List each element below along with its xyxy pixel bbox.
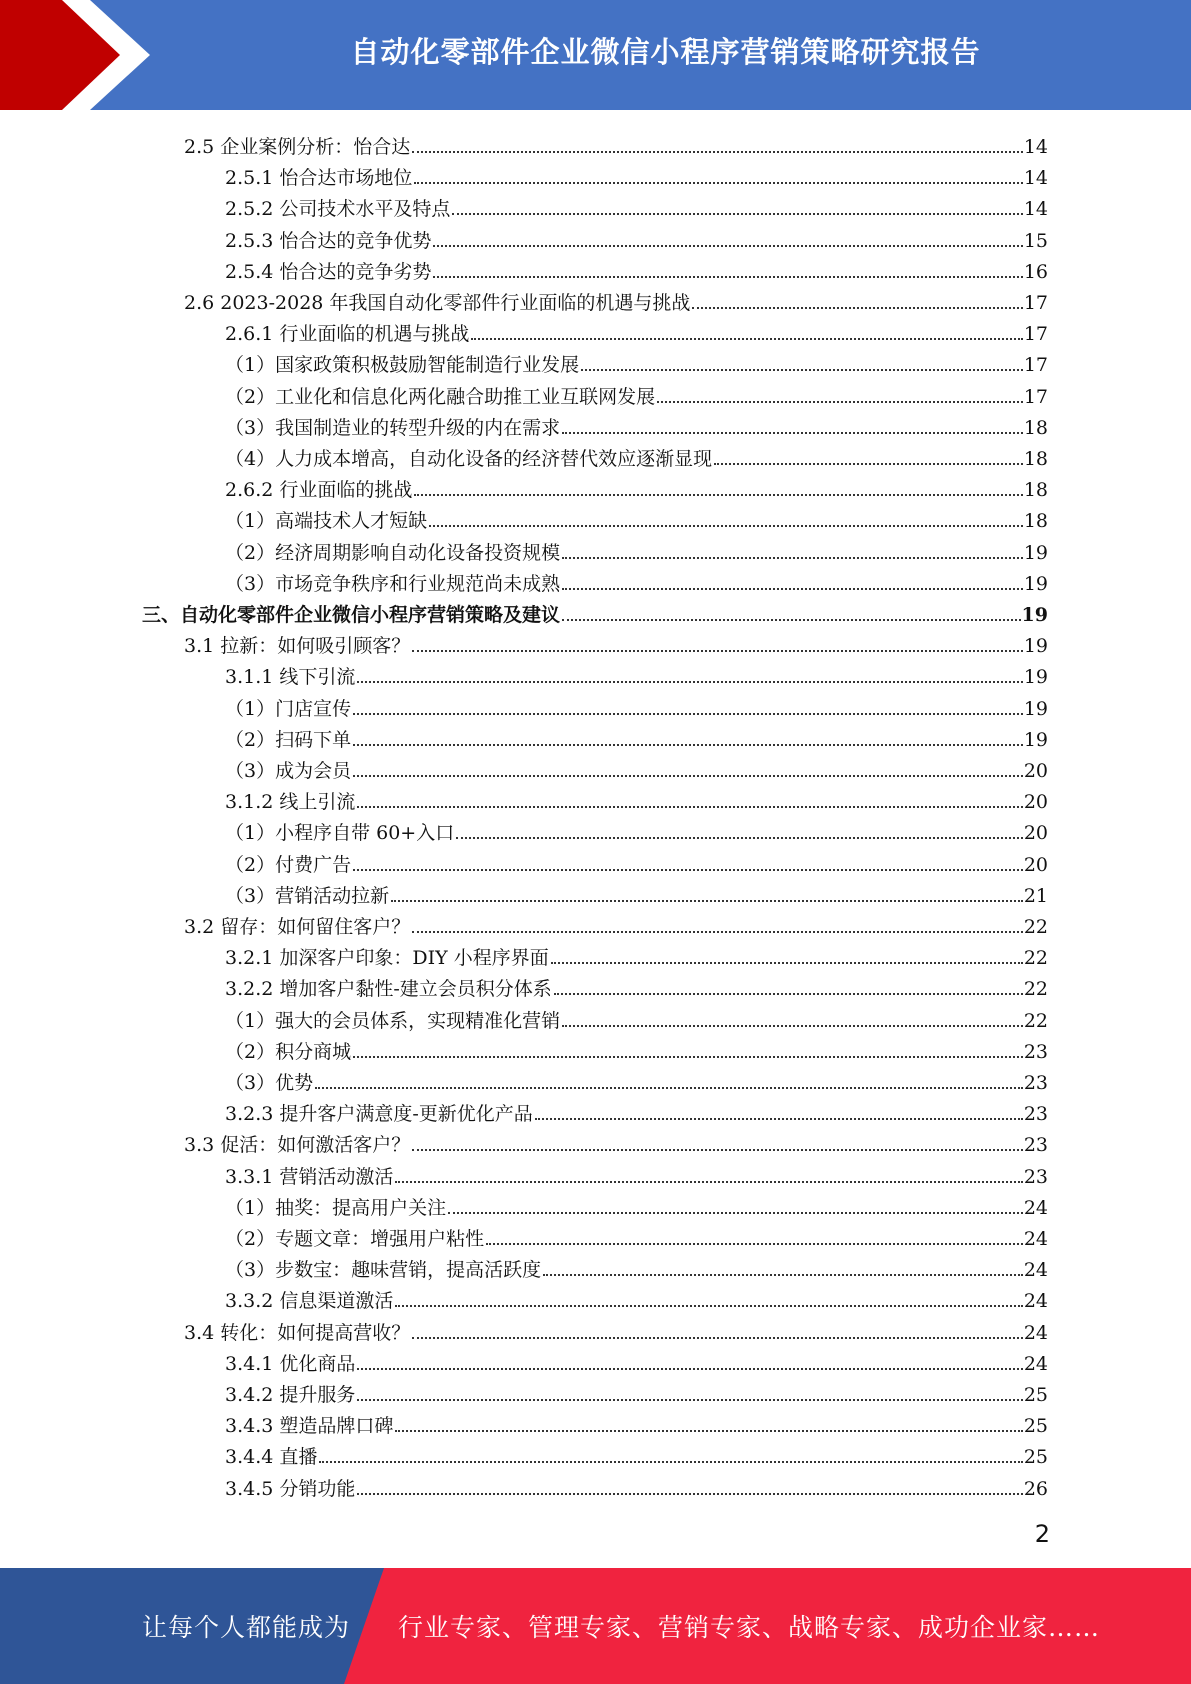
toc-dot-leader [471,338,1022,340]
toc-page-number: 25 [1023,1415,1048,1438]
toc-dot-leader [412,650,1023,652]
toc-dot-leader [452,213,1022,215]
toc-page-number: 21 [1023,884,1048,907]
toc-page-number: 23 [1023,1103,1048,1126]
footer-slogan-left: 让每个人都能成为 [142,1613,351,1642]
toc-entry-label: 2.6.2 行业面临的挑战 [225,479,413,502]
toc-entry-label: 2.5.4 怡合达的竞争劣势 [225,260,432,283]
toc-entry-label: 三、自动化零部件企业微信小程序营销策略及建议 [142,604,561,626]
footer-slogan-right: 行业专家、管理专家、营销专家、战略专家、成功企业家…… [398,1613,1101,1642]
toc-entry-label: （2）扫码下单 [225,728,352,751]
toc-page-number: 19 [1023,541,1048,564]
toc-entry-row[interactable] [225,813,1048,844]
toc-page-number: 17 [1023,323,1048,346]
toc-page-number: 17 [1023,385,1048,408]
toc-dot-leader [353,713,1023,715]
toc-entry-row[interactable] [225,314,1048,345]
toc-entry-row[interactable] [225,377,1048,408]
toc-page-number: 22 [1023,916,1048,938]
toc-entry-label: 3.4.2 提升服务 [225,1384,356,1406]
toc-entry-row[interactable] [225,1001,1048,1032]
toc-entry-label: 3.2 留存：如何留住客户？ [184,916,411,938]
toc-dot-leader [353,1056,1023,1058]
toc-entry-label: （1）小程序自带 60+入口 [225,822,455,845]
toc-entry-label: 3.4.1 优化商品 [225,1352,356,1375]
toc-dot-leader [412,1337,1023,1339]
toc-page-number: 18 [1023,479,1048,502]
toc-page-number: 14 [1023,167,1048,190]
toc-dot-leader [448,1212,1023,1214]
toc-dot-leader [714,463,1023,465]
toc-dot-leader [353,775,1023,777]
toc-page-number: 20 [1023,791,1048,814]
toc-entry-row[interactable] [184,283,1048,314]
toc-dot-leader [319,1461,1022,1463]
toc-dot-leader [395,1181,1022,1183]
toc-entry-row[interactable] [225,564,1048,595]
toc-dot-leader [554,993,1023,995]
toc-entry-row[interactable] [225,345,1048,376]
toc-dot-leader [433,276,1022,278]
page-footer [0,1568,1191,1684]
toc-entry-row[interactable] [184,907,1048,938]
toc-entry-row[interactable] [225,876,1048,907]
toc-dot-leader [456,837,1023,839]
toc-page-number: 16 [1023,260,1048,283]
toc-dot-leader [353,744,1023,746]
toc-dot-leader [433,245,1022,247]
toc-dot-leader [357,681,1022,683]
toc-dot-leader [562,619,1021,621]
toc-page-number: 24 [1023,1196,1048,1219]
toc-entry-row[interactable] [225,439,1048,470]
toc-entry-row[interactable] [225,1344,1048,1375]
toc-page-number: 25 [1023,1384,1048,1406]
toc-entry-label: 3.4.5 分销功能 [225,1477,356,1500]
toc-page-number: 18 [1023,448,1048,470]
toc-page-number: 23 [1023,1165,1048,1188]
toc-entry-row[interactable] [225,1094,1048,1125]
toc-entry-label: （1）强大的会员体系，实现精准化营销 [225,1009,561,1032]
toc-entry-label: 3.1.1 线下引流 [225,666,356,689]
toc-dot-leader [657,401,1023,403]
toc-entry-row[interactable] [225,938,1048,969]
toc-entry-row[interactable] [184,1313,1048,1344]
toc-entry-row[interactable] [225,1157,1048,1188]
toc-entry-label: （3）营销活动拉新 [225,884,390,907]
toc-dot-leader [357,1399,1022,1401]
toc-entry-label: （2）付费广告 [225,853,352,876]
toc-page-number: 14 [1023,198,1048,221]
toc-entry-row[interactable] [225,1375,1048,1406]
page-header [0,0,1191,110]
toc-entry-label: 3.3.1 营销活动激活 [225,1165,394,1188]
toc-entry-row[interactable] [225,1063,1048,1094]
toc-entry-row[interactable] [225,720,1048,751]
toc-page-number: 23 [1023,1072,1048,1094]
toc-page-number: 22 [1023,978,1048,1001]
header-arrow-decoration [0,0,150,110]
toc-entry-row[interactable] [225,1032,1048,1063]
toc-page-number: 17 [1023,354,1048,377]
toc-entry-row[interactable] [225,252,1048,283]
toc-page-number: 19 [1023,572,1048,595]
toc-entry-row[interactable] [225,221,1048,252]
toc-page-number: 19 [1023,728,1048,751]
toc-entry-row[interactable] [225,158,1048,189]
toc-entry-row[interactable] [225,845,1048,876]
toc-entry-label: （3）步数宝：趣味营销，提高活跃度 [225,1259,542,1282]
toc-page-number: 17 [1023,292,1048,314]
toc-entry-label: （2）经济周期影响自动化设备投资规模 [225,541,561,564]
toc-page-number: 15 [1023,229,1048,252]
toc-entry-label: 3.4.4 直播 [225,1446,318,1469]
toc-entry-row[interactable] [225,689,1048,720]
toc-entry-label: （1）国家政策积极鼓励智能制造行业发展 [225,354,580,377]
toc-entry-row[interactable] [225,408,1048,439]
toc-dot-leader [412,1149,1023,1151]
document-title: 自动化零部件企业微信小程序营销策略研究报告 [350,34,981,69]
toc-page-number: 14 [1023,136,1048,158]
page-number: 2 [1034,1520,1050,1548]
toc-dot-leader [412,931,1023,933]
toc-entry-label: （2）专题文章：增强用户粘性 [225,1228,485,1250]
toc-entry-label: 3.3 促活：如何激活客户？ [184,1134,411,1157]
toc-page-number: 24 [1023,1259,1048,1282]
toc-entry-row[interactable] [225,501,1048,532]
toc-chapter-row[interactable] [142,595,1048,626]
toc-entry-label: 3.3.2 信息渠道激活 [225,1290,394,1313]
toc-entry-label: （1）高端技术人才短缺 [225,510,428,533]
toc-page-number: 24 [1023,1321,1048,1344]
toc-entry-label: （1）门店宣传 [225,697,352,720]
toc-entry-row[interactable] [225,1281,1048,1312]
toc-entry-label: 3.1 拉新：如何吸引顾客？ [184,635,411,658]
toc-dot-leader [412,151,1023,153]
toc-entry-row[interactable] [225,1469,1048,1500]
toc-dot-leader [562,432,1023,434]
toc-entry-row[interactable] [225,657,1048,688]
toc-page-number: 23 [1023,1040,1048,1063]
toc-entry-row[interactable] [184,127,1048,158]
toc-entry-label: （3）优势 [225,1072,314,1094]
toc-dot-leader [353,869,1023,871]
toc-entry-row[interactable] [225,969,1048,1000]
toc-entry-row[interactable] [184,1125,1048,1156]
toc-page-number: 19 [1023,666,1048,689]
toc-dot-leader [357,1368,1022,1370]
toc-page-number: 20 [1023,822,1048,845]
toc-entry-label: （1）抽奖：提高用户关注 [225,1196,447,1219]
toc-entry-row[interactable] [225,751,1048,782]
toc-dot-leader [315,1087,1023,1089]
toc-dot-leader [543,1274,1023,1276]
toc-dot-leader [429,525,1023,527]
toc-entry-row[interactable] [225,470,1048,501]
toc-entry-label: 3.4.3 塑造品牌口碑 [225,1415,394,1438]
toc-entry-label: （2）工业化和信息化两化融合助推工业互联网发展 [225,385,656,408]
toc-page-number: 19 [1023,635,1048,658]
toc-entry-label: （3）我国制造业的转型升级的内在需求 [225,416,561,439]
toc-entry-row[interactable] [225,782,1048,813]
toc-entry-label: 2.6 2023-2028 年我国自动化零部件行业面临的机遇与挑战 [184,292,691,314]
toc-dot-leader [357,806,1022,808]
toc-entry-label: 2.5 企业案例分析：怡合达 [184,136,411,158]
toc-page-number: 22 [1023,1009,1048,1032]
toc-page-number: 23 [1023,1134,1048,1157]
toc-dot-leader [486,1243,1023,1245]
toc-entry-row[interactable] [225,1219,1048,1250]
toc-page-number: 20 [1023,760,1048,782]
toc-entry-label: 3.4 转化：如何提高营收？ [184,1321,411,1344]
toc-dot-leader [391,900,1023,902]
toc-entry-row[interactable] [225,1188,1048,1219]
toc-dot-leader [357,1493,1022,1495]
toc-entry-label: 3.2.3 提升客户满意度-更新优化产品 [225,1103,533,1126]
toc-page-number: 19 [1021,604,1048,626]
toc-dot-leader [562,1025,1023,1027]
toc-page-number: 26 [1023,1477,1048,1500]
toc-page-number: 25 [1023,1446,1048,1469]
toc-entry-label: 2.6.1 行业面临的机遇与挑战 [225,323,470,346]
toc-dot-leader [692,307,1022,309]
toc-entry-label: 3.2.2 增加客户黏性-建立会员积分体系 [225,978,552,1001]
toc-page-number: 24 [1023,1228,1048,1250]
toc-page-number: 18 [1023,510,1048,533]
toc-dot-leader [395,1430,1022,1432]
toc-entry-row[interactable] [225,1437,1048,1468]
toc-entry-label: 3.1.2 线上引流 [225,791,356,814]
toc-dot-leader [414,182,1022,184]
toc-entry-label: 2.5.2 公司技术水平及特点 [225,198,451,221]
toc-entry-row[interactable] [225,189,1048,220]
toc-entry-row[interactable] [225,533,1048,564]
toc-dot-leader [562,557,1023,559]
toc-dot-leader [562,588,1023,590]
toc-entry-label: （4）人力成本增高，自动化设备的经济替代效应逐渐显现 [225,448,713,470]
toc-entry-label: 2.5.1 怡合达市场地位 [225,167,413,190]
toc-page-number: 22 [1023,947,1048,970]
toc-page-number: 20 [1023,853,1048,876]
toc-dot-leader [551,962,1023,964]
toc-dot-leader [581,369,1023,371]
toc-entry-row[interactable] [225,1250,1048,1281]
toc-page-number: 19 [1023,697,1048,720]
toc-dot-leader [395,1305,1022,1307]
toc-entry-label: 3.2.1 加深客户印象：DIY 小程序界面 [225,947,549,970]
toc-entry-row[interactable] [225,1406,1048,1437]
toc-entry-row[interactable] [184,626,1048,657]
toc-entry-label: （3）成为会员 [225,760,352,782]
toc-entry-label: （3）市场竞争秩序和行业规范尚未成熟 [225,572,561,595]
toc-dot-leader [414,494,1022,496]
toc-entry-label: （2）积分商城 [225,1040,352,1063]
toc-dot-leader [535,1118,1023,1120]
toc-page-number: 24 [1023,1352,1048,1375]
toc-page-number: 18 [1023,416,1048,439]
toc-entry-label: 2.5.3 怡合达的竞争优势 [225,229,432,252]
toc-page-number: 24 [1023,1290,1048,1313]
